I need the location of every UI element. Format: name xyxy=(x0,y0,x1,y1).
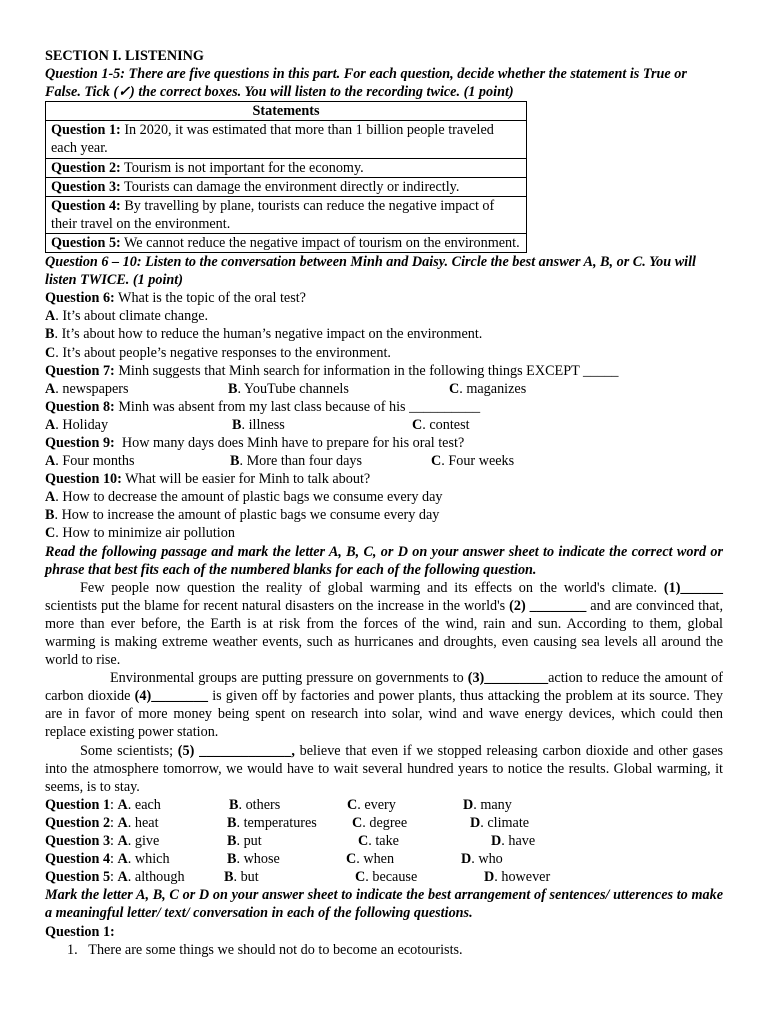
row-label: Question 3: xyxy=(51,178,121,195)
row-text: Tourists can damage the environment directly or indirectly. xyxy=(120,178,460,195)
option-a: A. Holiday xyxy=(45,416,109,433)
question-10: Question 10: What will be easier for Minh to talk about? xyxy=(45,471,371,488)
answer-label: Question 5 xyxy=(45,869,111,886)
list-item: 1. There are some things we should not do to become an ecotourists. xyxy=(67,941,463,958)
blank-3: (3)_________ xyxy=(467,670,549,687)
row-text: By travelling by plane, tourists can reduce the negative impact of their travel on the environment. xyxy=(51,197,495,232)
table-row xyxy=(46,196,527,233)
option-c: C. contest xyxy=(412,416,470,433)
option-b: B. How to increase the amount of plastic bags we consume every day xyxy=(45,507,440,524)
answer-row: Question 1: A. each B. others C. every D. many xyxy=(45,796,512,813)
options-row xyxy=(45,416,723,434)
option-a: A. Four months xyxy=(45,453,135,470)
question-9: Question 9: How many days does Minh have to prepare for his oral test? xyxy=(45,434,465,451)
blank-4: (4)________ xyxy=(134,688,208,705)
passage-paragraph-2: Environmental groups are putting pressure on governments to (3)_________action to reduce the amount of carbon dioxide (4)________ is given off by factories and power plants, thus attacking the problem at its source. They are in favor of more money being spent on research into solar, wind and wave energy devices, which could then replace existing power station. xyxy=(45,670,723,741)
row-label: Question 5: xyxy=(51,234,121,251)
blank-1: (1)______ xyxy=(663,579,723,596)
option-c: C. It’s about people’s negative responses to the environment. xyxy=(45,344,391,361)
passage-paragraph-1: Few people now question the reality of global warming and its effects on the world's climate. (1)______ scientists put the blame for recent natural disasters on the increase in the world's (2) ________ and are convinced that, more than ever before, the Earth is at risk from the forces of the wind, rain and sun. According to them, global warming is making extreme weather events, such as hurricanes and droughts, even causing sea levels all around the world to rise. xyxy=(45,579,723,669)
option-b: B. It’s about how to reduce the human’s negative impact on the environment. xyxy=(45,326,483,343)
document-page xyxy=(45,47,723,959)
row-text: Tourism is not important for the economy. xyxy=(120,159,364,176)
row-text: We cannot reduce the negative impact of tourism on the environment. xyxy=(120,234,520,251)
statements-table xyxy=(45,101,527,253)
option-a: A. How to decrease the amount of plastic bags we consume every day xyxy=(45,489,443,506)
part1-instruction: Question 1-5: There are five questions in this part. For each question, decide whether the statement is True or False. Tick (✓) the correct boxes. You will listen to the recording twice. (1 point) xyxy=(45,66,687,101)
option-b: B. YouTube channels xyxy=(228,380,349,397)
blank-2: (2) ________ xyxy=(509,597,587,614)
options-row xyxy=(45,452,723,470)
question-8: Question 8: Minh was absent from my last class because of his __________ xyxy=(45,398,481,415)
row-text: In 2020, it was estimated that more than 1 billion people traveled each year. xyxy=(51,122,494,157)
table-row xyxy=(46,177,527,196)
option-b: B. illness xyxy=(232,416,285,433)
answer-row: Question 4: A. which B. whose C. when D. who xyxy=(45,851,503,868)
row-label: Question 4: xyxy=(51,197,121,214)
answer-label: Question 4 xyxy=(45,851,111,868)
answer-label: Question 1 xyxy=(45,796,111,813)
answer-row: Question 3: A. give B. put C. take D. have xyxy=(45,833,536,850)
passage-paragraph-3: Some scientists; (5) _____________, believe that even if we stopped releasing carbon dioxide and other gases into the atmosphere tomorrow, we would have to wait several hundred years to notice the results. Global warming, it seems, is to stay. xyxy=(45,742,724,795)
options-row xyxy=(45,380,723,398)
question-7: Question 7: Minh suggests that Minh search for information in the following things EXCEPT _____ xyxy=(45,362,619,379)
option-c: C. How to minimize air pollution xyxy=(45,525,235,542)
answer-label: Question 2 xyxy=(45,814,111,831)
table-row xyxy=(46,121,527,158)
answer-row: Question 2: A. heat B. temperatures C. degree D. climate xyxy=(45,814,530,831)
part4-instruction: Mark the letter A, B, C or D on your answer sheet to indicate the best arrangement of sentences/ utterences to make a meaningful letter/ text/ conversation in each of the following questions. xyxy=(45,887,723,922)
table-header: Statements xyxy=(46,102,527,121)
part2-instruction: Question 6 – 10: Listen to the conversation between Minh and Daisy. Circle the best answer A, B, or C. You will listen TWICE. (1 point) xyxy=(45,254,696,289)
option-a: A. It’s about climate change. xyxy=(45,308,209,325)
row-label: Question 1: xyxy=(51,122,121,139)
option-a: A. newspapers xyxy=(45,380,129,397)
table-row xyxy=(46,158,527,177)
row-label: Question 2: xyxy=(51,159,121,176)
option-b: B. More than four days xyxy=(230,453,363,470)
table-row xyxy=(46,233,527,252)
section-title: SECTION I. LISTENING xyxy=(45,48,204,64)
option-c: C. Four weeks xyxy=(431,453,515,470)
answer-row: Question 5: A. although B. but C. because D. however xyxy=(45,869,551,886)
option-c: C. maganizes xyxy=(449,380,527,397)
blank-5: (5) _____________, xyxy=(177,742,295,759)
part3-instruction: Read the following passage and mark the letter A, B, C, or D on your answer sheet to indicate the correct word or phrase that best fits each of the numbered blanks for each of the following question. xyxy=(45,543,723,578)
part4-question-1: Question 1: xyxy=(45,923,115,940)
question-6: Question 6: What is the topic of the oral test? xyxy=(45,290,306,307)
answer-label: Question 3 xyxy=(45,833,111,850)
